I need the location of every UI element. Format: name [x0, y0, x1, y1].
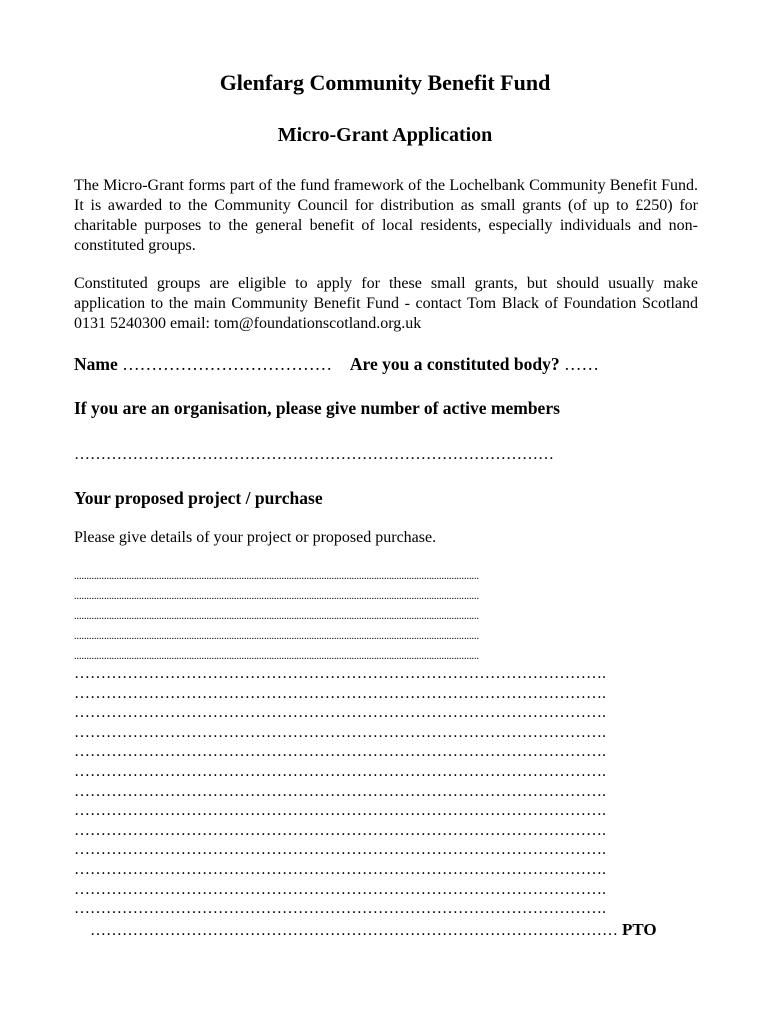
project-line[interactable]: ……………………………………………………………………………………….	[74, 762, 606, 780]
project-line[interactable]: ……………………………………………………………………………………….	[74, 802, 606, 820]
pto-label: PTO	[622, 920, 657, 939]
name-field[interactable]: ………………………………	[122, 354, 333, 374]
page-title: Glenfarg Community Benefit Fund	[219, 70, 551, 95]
project-line-last[interactable]: ………………………………………………………………………………………	[90, 922, 618, 939]
project-line[interactable]: ……………………………………………………………………………………….	[74, 704, 606, 722]
project-line[interactable]: ……………………………………………………………………………………….	[74, 880, 606, 898]
project-line[interactable]: ……………………………………………………………………………………….	[74, 684, 606, 702]
project-line[interactable]: ……………………………………………………………………………………….	[74, 743, 606, 761]
project-line[interactable]: ……………………………………………………………………………………….	[74, 782, 606, 800]
project-lines	[74, 664, 698, 919]
project-line[interactable]: ……………………………………………………………………………………….	[74, 860, 606, 878]
name-label: Name	[74, 354, 118, 374]
intro-paragraph: The Micro-Grant forms part of the fund framework of the Lochelbank Community Benefit Fund. It is awarded to the Community Council for distribution as small grants (of up to £250) for charitable purposes to the general benefit of local residents, especially individuals and non-constituted groups.	[74, 177, 698, 254]
project-line[interactable]: ……………………………………………………………………………………….	[74, 900, 606, 918]
constituted-field[interactable]: ……	[563, 354, 599, 374]
constituted-note-paragraph: Constituted groups are eligible to apply for these small grants, but should usually make application to the main Community Benefit Fund - contact Tom Black of Foundation Scotland 0131 5240300 email: tom@foundationscotland.org.uk	[74, 275, 698, 332]
project-line[interactable]: ..................................................................................................................................................................	[74, 632, 479, 642]
members-label: If you are an organisation, please give number of active members	[74, 398, 560, 418]
project-line[interactable]: ..................................................................................................................................................................	[74, 592, 479, 602]
name-row	[74, 354, 704, 375]
page-subtitle: Micro-Grant Application	[277, 124, 493, 146]
project-line[interactable]: ……………………………………………………………………………………….	[74, 665, 606, 682]
project-line[interactable]: ……………………………………………………………………………………….	[74, 841, 606, 859]
project-line[interactable]: ..................................................................................................................................................................	[74, 612, 479, 622]
project-line[interactable]: ..................................................................................................................................................................	[74, 652, 479, 662]
members-field[interactable]: ………………………………………………………………………………	[74, 446, 554, 463]
constituted-label: Are you a constituted body?	[349, 354, 560, 374]
project-line[interactable]: ……………………………………………………………………………………….	[74, 821, 606, 839]
project-instruction: Please give details of your project or proposed purchase.	[74, 529, 437, 546]
project-heading: Your proposed project / purchase	[74, 488, 323, 508]
project-line[interactable]: ..................................................................................................................................................................	[74, 572, 479, 582]
pto-line	[90, 920, 698, 940]
project-line[interactable]: ……………………………………………………………………………………….	[74, 723, 606, 741]
